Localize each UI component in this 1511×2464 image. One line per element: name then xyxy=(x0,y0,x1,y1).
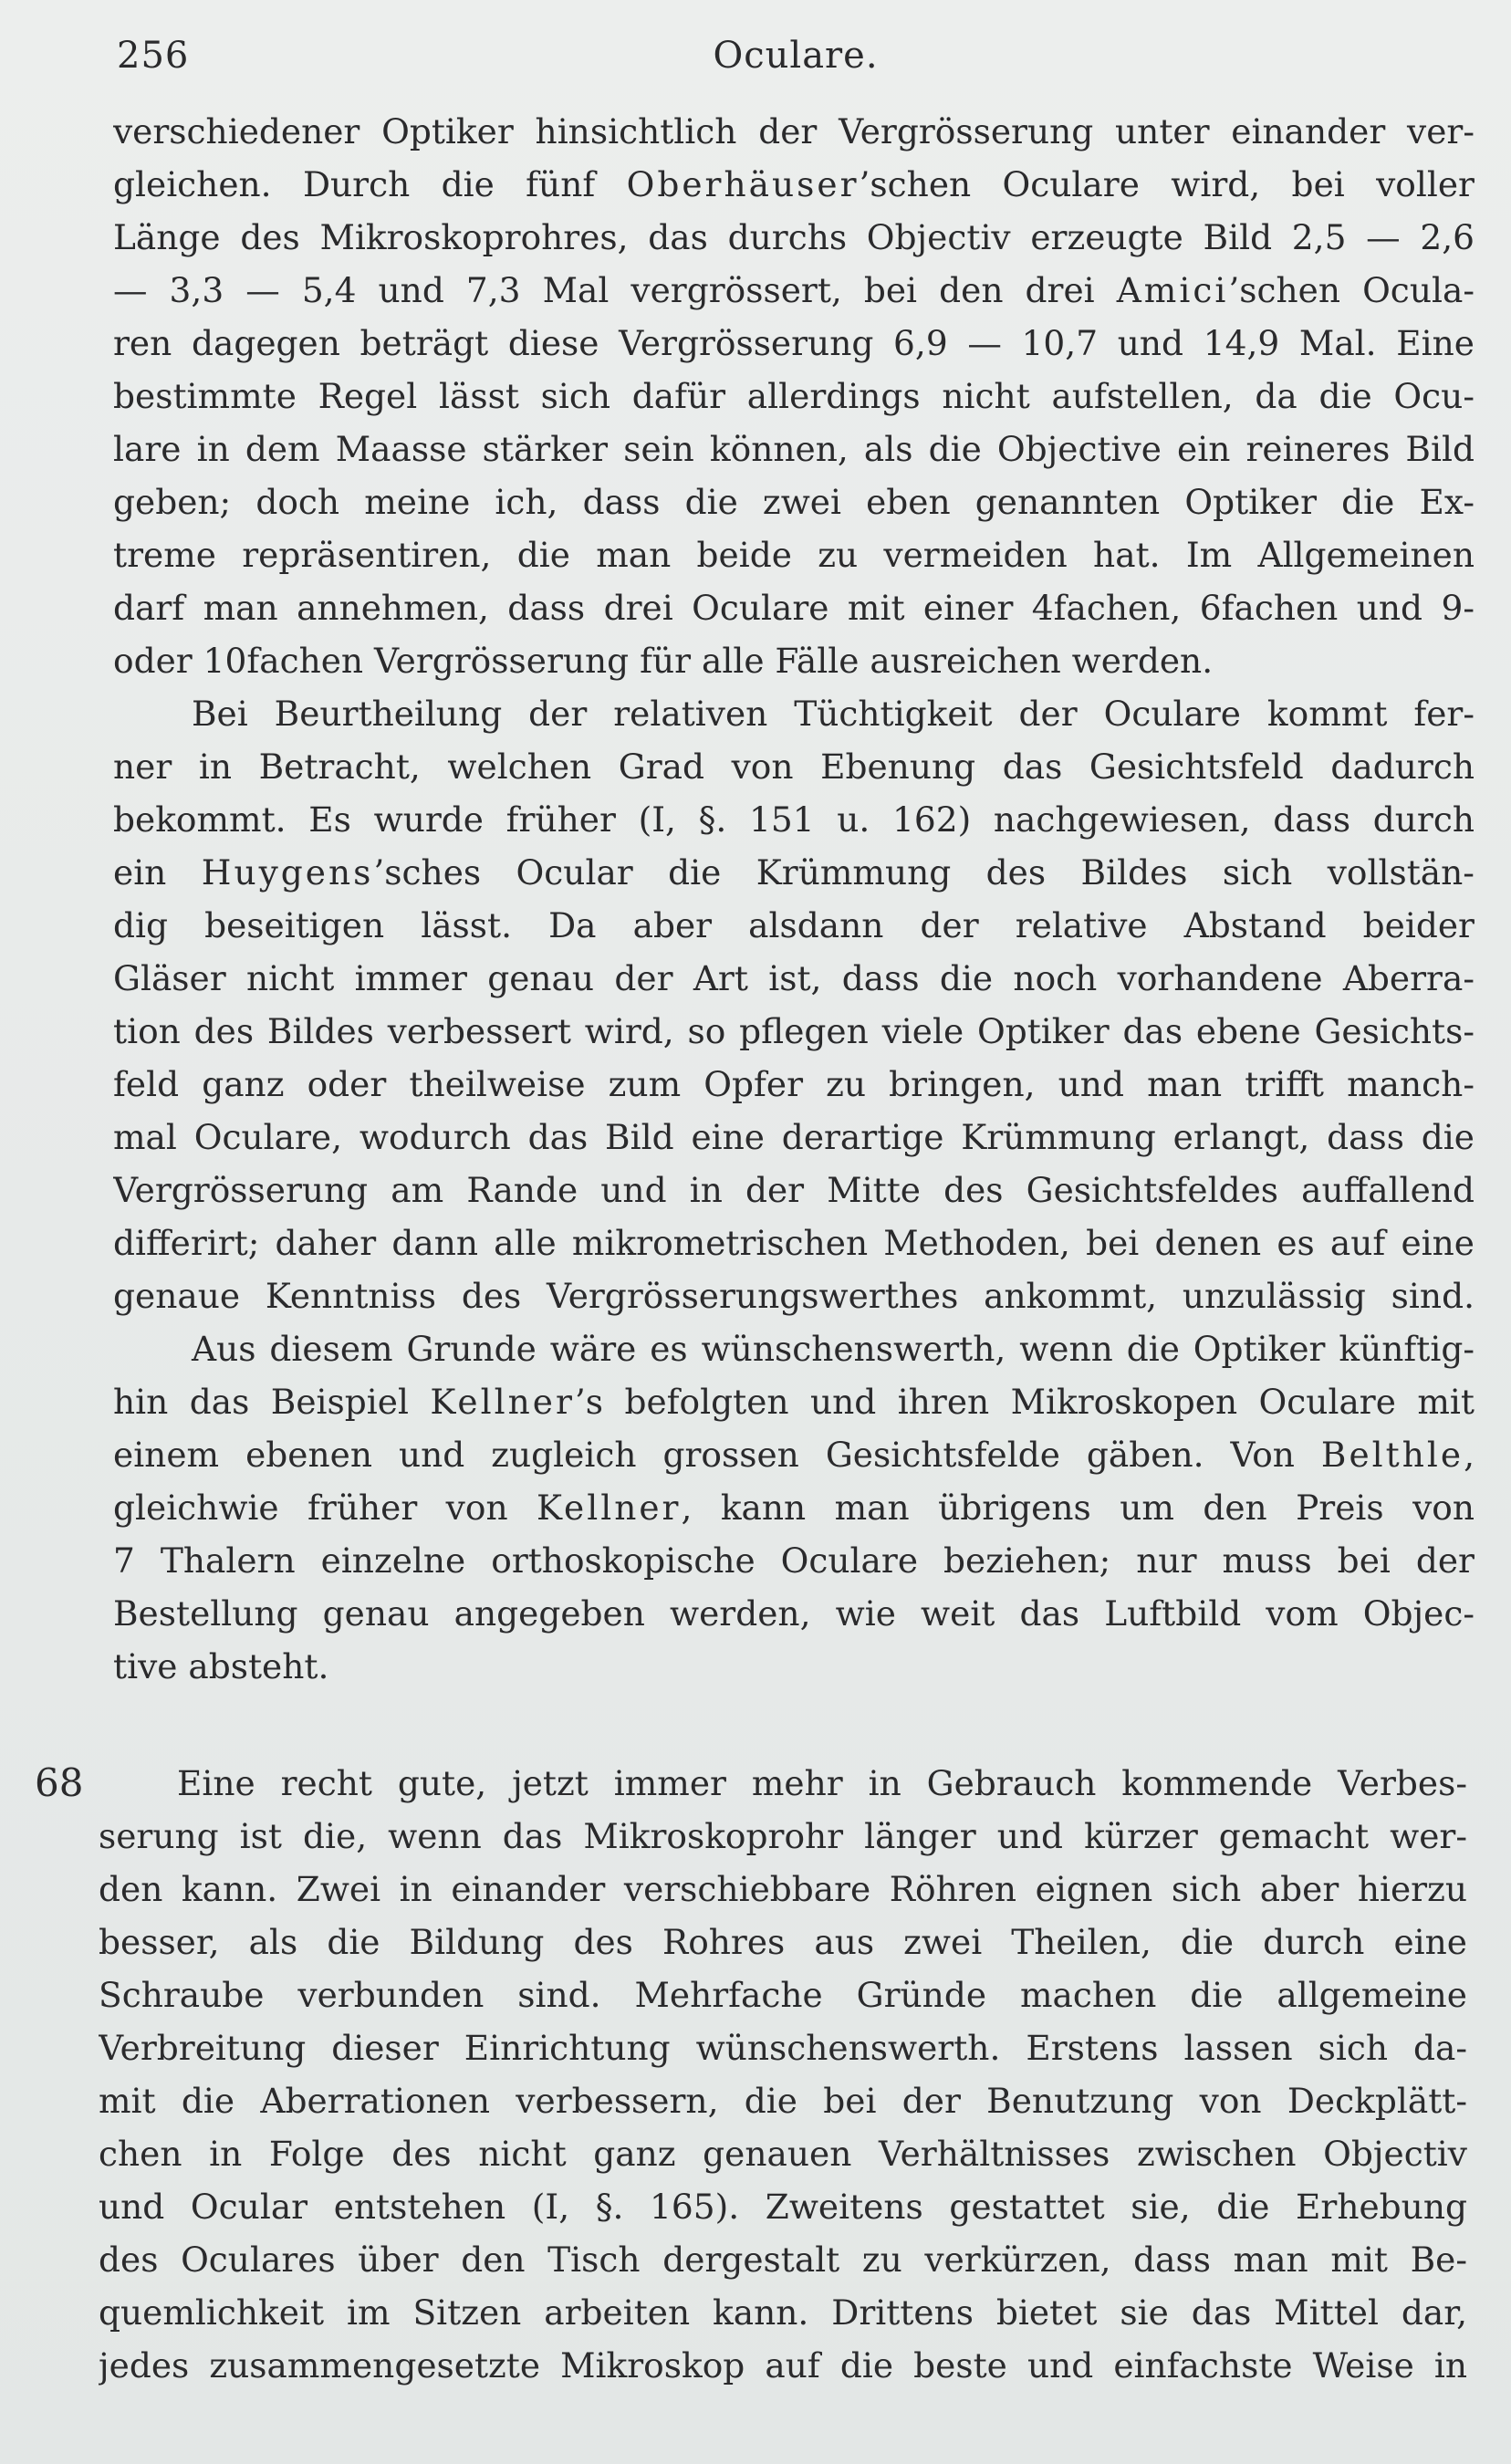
text-line: ren dagegen beträgt diese Vergrösserung 6,9 — 10,7 und 14,9 Mal. Eine xyxy=(113,323,1475,363)
section-68-text xyxy=(99,1757,1467,2392)
name-spaced: Oberhäuser xyxy=(626,164,860,204)
text-line: feld ganz oder theilweise zum Opfer zu bringen, und man trifft manch- xyxy=(113,1064,1475,1104)
text-line: mal Oculare, wodurch das Bild eine derartige Krümmung erlangt, dass die xyxy=(113,1117,1475,1157)
text-line: geben; doch meine ich, dass die zwei eben genannten Optiker die Ex- xyxy=(113,482,1475,522)
running-head: Oculare. xyxy=(713,35,879,77)
name-spaced: Huygens xyxy=(201,852,374,893)
text-line: tion des Bildes verbessert wird, so pflegen viele Optiker das ebene Gesichts- xyxy=(113,1011,1475,1051)
text-line: darf man annehmen, dass drei Oculare mit einer 4fachen, 6fachen und 9- xyxy=(113,588,1475,628)
text-line: Gläser nicht immer genau der Art ist, dass die noch vorhandene Aberra- xyxy=(113,958,1475,998)
name-spaced: Amici xyxy=(1116,270,1229,310)
text-line: einem ebenen und zugleich grossen Gesichtsfelde gäben. Von Belthle, xyxy=(113,1435,1475,1475)
section-number: 68 xyxy=(35,1760,84,1805)
text-line: des Oculares über den Tisch dergestalt zu verkürzen, dass man mit Be- xyxy=(99,2240,1467,2280)
text-line: Aus diesem Grunde wäre es wünschenswerth, wenn die Optiker künftig- xyxy=(192,1329,1475,1369)
text-line: genaue Kenntniss des Vergrösserungswerthes ankommt, unzulässig sind. xyxy=(113,1276,1475,1316)
paragraph-3 xyxy=(113,1322,1475,1693)
text-line: lare in dem Maasse stärker sein können, als die Objective ein reineres Bild xyxy=(113,429,1475,469)
text-line: Verbreitung dieser Einrichtung wünschenswerth. Erstens lassen sich da- xyxy=(99,2028,1467,2068)
text-line: chen in Folge des nicht ganz genauen Verhältnisses zwischen Objectiv xyxy=(99,2134,1467,2174)
section-68-paragraph xyxy=(99,1757,1467,2392)
text-line: — 3,3 — 5,4 und 7,3 Mal vergrössert, bei den drei Amici’schen Ocula- xyxy=(113,270,1475,310)
page-number: 256 xyxy=(117,35,190,77)
text-line: Vergrösserung am Rande und in der Mitte des Gesichtsfeldes auffallend xyxy=(113,1170,1475,1210)
text-line: Bestellung genau angegeben werden, wie weit das Luftbild vom Objec- xyxy=(113,1593,1475,1634)
text-line: Eine recht gute, jetzt immer mehr in Gebrauch kommende Verbes- xyxy=(177,1763,1467,1803)
text-line: gleichen. Durch die fünf Oberhäuser’schen Oculare wird, bei voller xyxy=(113,164,1475,204)
text-line: 7 Thalern einzelne orthoskopische Oculare beziehen; nur muss bei der xyxy=(113,1540,1475,1581)
text-line: hin das Beispiel Kellner’s befolgten und ihren Mikroskopen Oculare mit xyxy=(113,1382,1475,1422)
text-line: ein Huygens’sches Ocular die Krümmung des Bildes sich vollstän- xyxy=(113,852,1475,893)
text-line: oder 10fachen Vergrösserung für alle Fälle ausreichen werden. xyxy=(113,641,1214,681)
text-line: gleichwie früher von Kellner, kann man übrigens um den Preis von xyxy=(113,1488,1475,1528)
text-line: und Ocular entstehen (I, §. 165). Zweitens gestattet sie, die Erhebung xyxy=(99,2187,1467,2227)
text-line: bekommt. Es wurde früher (I, §. 151 u. 162) nachgewiesen, dass durch xyxy=(113,799,1475,840)
text-line: jedes zusammengesetzte Mikroskop auf die beste und einfachste Weise in xyxy=(99,2345,1467,2386)
text-line: quemlichkeit im Sitzen arbeiten kann. Drittens bietet sie das Mittel dar, xyxy=(99,2292,1467,2333)
text-line: tive absteht. xyxy=(113,1646,329,1686)
name-spaced: Belthle xyxy=(1320,1435,1464,1475)
text-line: dig beseitigen lässt. Da aber alsdann der relative Abstand beider xyxy=(113,905,1475,945)
paragraph-1 xyxy=(113,105,1475,687)
text-line: serung ist die, wenn das Mikroskoprohr länger und kürzer gemacht wer- xyxy=(99,1816,1467,1856)
text-line: Bei Beurtheilung der relativen Tüchtigkeit der Oculare kommt fer- xyxy=(192,694,1475,734)
text-line: ner in Betracht, welchen Grad von Ebenung das Gesichtsfeld dadurch xyxy=(113,747,1475,787)
text-line: verschiedener Optiker hinsichtlich der Vergrösserung unter einander ver- xyxy=(113,111,1475,151)
text-line: bestimmte Regel lässt sich dafür allerdings nicht aufstellen, da die Ocu- xyxy=(113,376,1475,416)
text-line: Schraube verbunden sind. Mehrfache Gründe machen die allgemeine xyxy=(99,1975,1467,2015)
main-text xyxy=(113,105,1475,1693)
page-header xyxy=(117,35,1475,89)
name-spaced: Kellner xyxy=(430,1382,575,1422)
name-spaced: Kellner xyxy=(537,1488,682,1528)
text-line: Länge des Mikroskoprohres, das durchs Objectiv erzeugte Bild 2,5 — 2,6 xyxy=(113,217,1475,257)
text-line: treme repräsentiren, die man beide zu vermeiden hat. Im Allgemeinen xyxy=(113,535,1475,575)
paragraph-2 xyxy=(113,687,1475,1322)
text-line: differirt; daher dann alle mikrometrischen Methoden, bei denen es auf eine xyxy=(113,1223,1475,1263)
text-line: mit die Aberrationen verbessern, die bei der Benutzung von Deckplätt- xyxy=(99,2081,1467,2121)
text-line: den kann. Zwei in einander verschiebbare Röhren eignen sich aber hierzu xyxy=(99,1869,1467,1909)
text-line: besser, als die Bildung des Rohres aus zwei Theilen, die durch eine xyxy=(99,1922,1467,1962)
